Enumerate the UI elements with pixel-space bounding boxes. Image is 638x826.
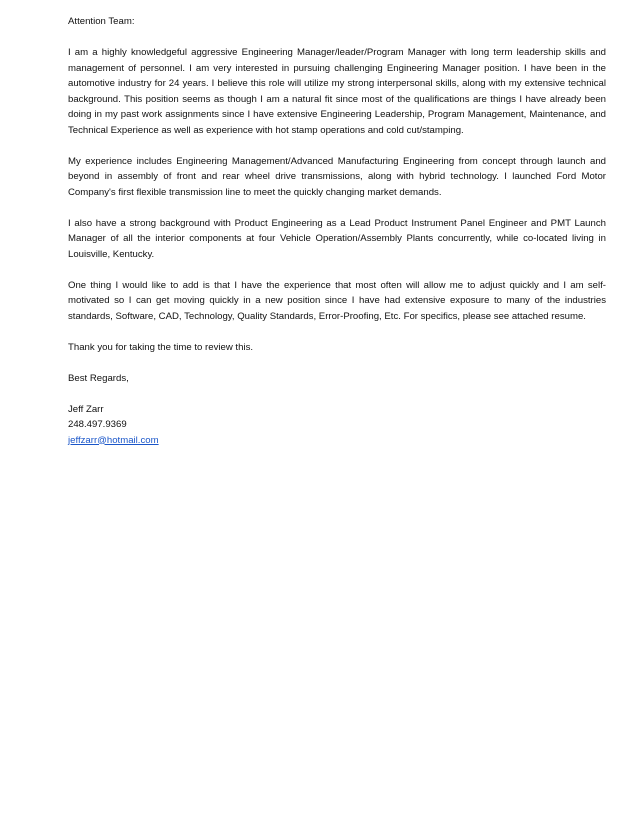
cover-letter	[68, 14, 606, 448]
salutation: Attention Team:	[68, 16, 135, 27]
signature-name: Jeff Zarr	[68, 403, 104, 415]
signature-phone: 248.497.9369	[68, 419, 127, 430]
paragraph-introduction: I am a highly knowledgeful aggressive Engineering Manager/leader/Program Manager with long term leadership skills and management of personnel. I am very interested in pursuing challenging Engineering Manager position. I have been in the automotive industry for 24 years. I believe this role will utilize my strong interpersonal skills, along with my extensive technical background. This position seems as though I am a natural fit since most of the qualifications are things I have already been doing in my past work assignments since I have extensive Engineering Leadership, Program Management, Maintenance, and Technical Experience as well as experience with hot stamp operations and cold cut/stamping.	[68, 47, 606, 136]
paragraph-experience: My experience includes Engineering Management/Advanced Manufacturing Engineering from concept through launch and beyond in assembly of front and rear wheel drive transmissions, along with hybrid technology. I launched Ford Motor Company's first flexible transmission line to meet the quickly changing market demands.	[68, 155, 606, 198]
paragraph-adaptability: One thing I would like to add is that I have the experience that most often will allow me to adjust quickly and I am self-motivated so I can get moving quickly in a new position since I have had extensive exposure to many of the industries standards, Software, CAD, Technology, Quality Standards, Error-Proofing, Etc. For specifics, please see attached resume.	[68, 279, 606, 322]
signature-block	[68, 402, 606, 449]
paragraph-thanks: Thank you for taking the time to review this.	[68, 341, 254, 353]
paragraph-product-engineering: I also have a strong background with Product Engineering as a Lead Product Instrument Panel Engineer and PMT Launch Manager of all the interior components at four Vehicle Operation/Assembly Plants concurrently, while co-located living in Louisville, Kentucky.	[68, 217, 606, 260]
email-link[interactable]: jeffzarr@hotmail.com	[68, 434, 159, 446]
closing: Best Regards,	[68, 372, 129, 384]
